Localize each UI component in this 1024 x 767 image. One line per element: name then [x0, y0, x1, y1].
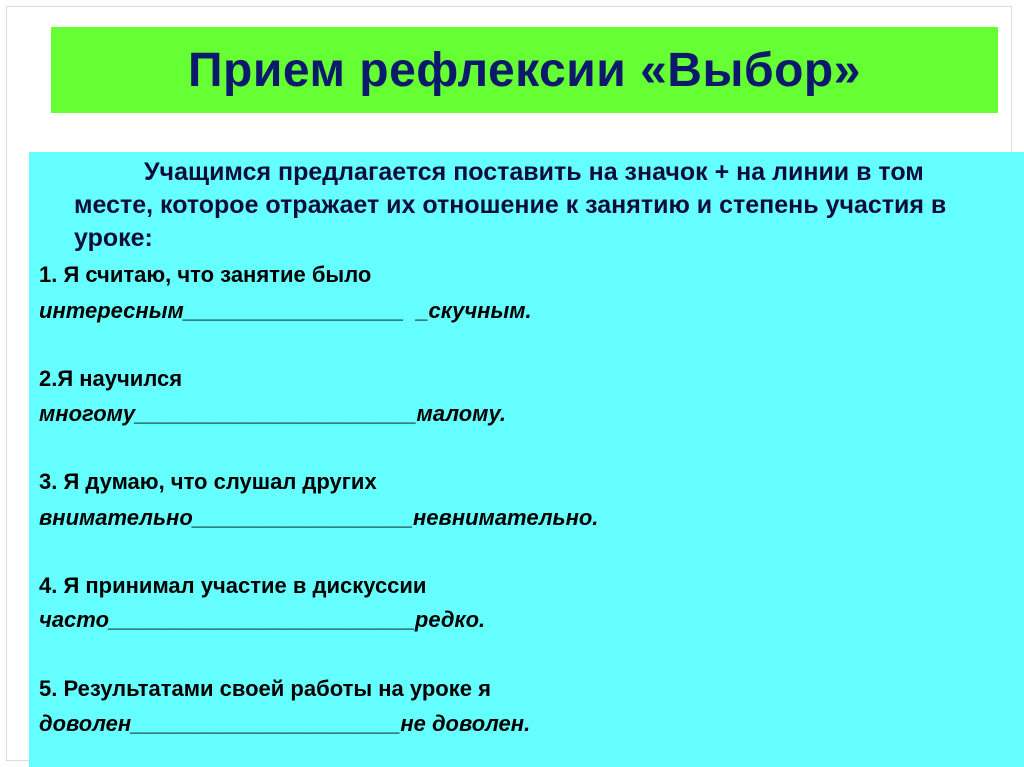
- item-2-question: 2.Я научился: [39, 366, 183, 391]
- content-panel: [29, 152, 1024, 767]
- item-4-question: 4. Я принимал участие в дискуссии: [39, 573, 427, 598]
- item-1-question: 1. Я считаю, что занятие было: [39, 262, 372, 287]
- slide-title: Прием рефлексии «Выбор»: [188, 43, 861, 97]
- title-bar: [51, 27, 998, 113]
- item-3-question: 3. Я думаю, что слушал других: [39, 469, 377, 494]
- item-1-scale: интересным__________________ _скучным.: [39, 298, 532, 323]
- item-3-scale: внимательно__________________невнимательно.: [39, 505, 599, 530]
- item-2-scale: многому_______________________малому.: [39, 401, 506, 426]
- item-5-scale: доволен______________________не доволен.: [39, 711, 531, 736]
- intro-paragraph: Учащимся предлагается поставить на значок + на линии в том месте, которое отражает их отношение к занятию и степень участия в уроке:: [74, 158, 947, 252]
- item-5-question: 5. Результатами своей работы на уроке я: [39, 676, 491, 701]
- item-4-scale: часто_________________________редко.: [39, 607, 486, 632]
